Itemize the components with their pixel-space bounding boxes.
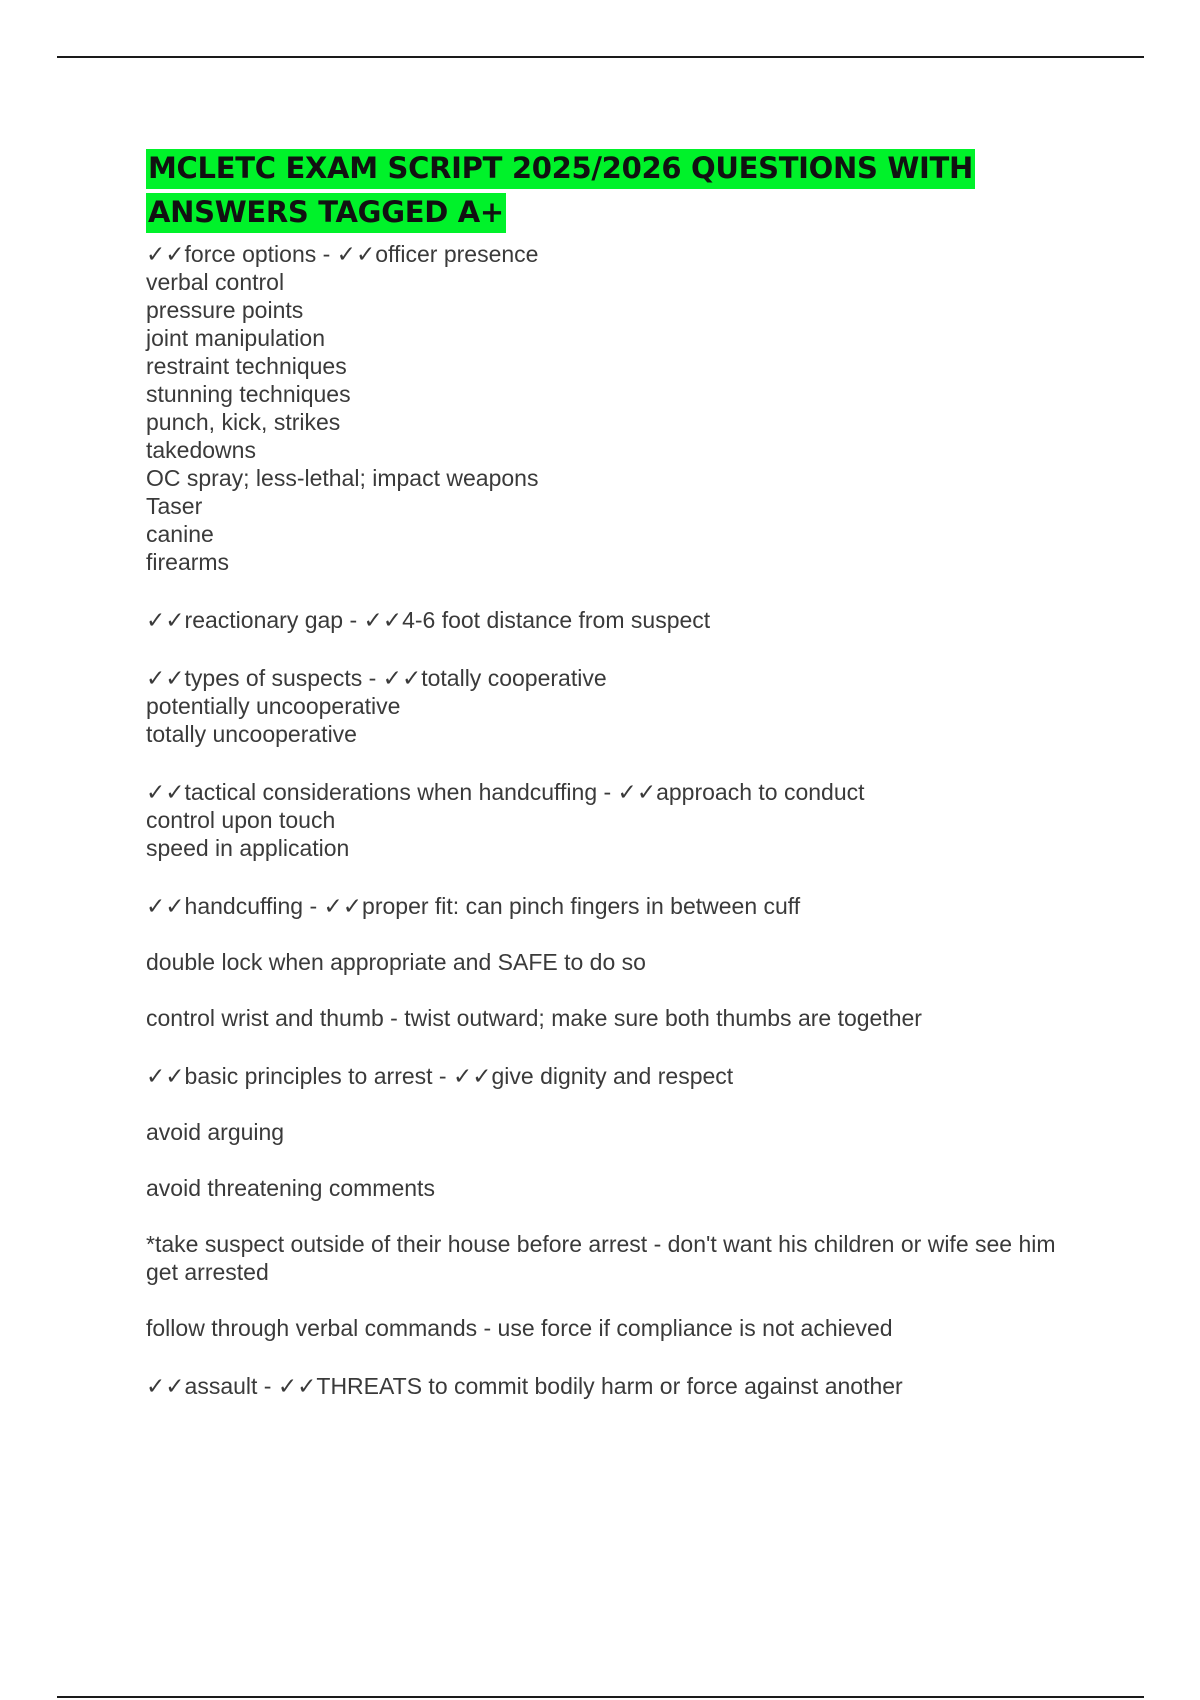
qa-item-basic-principles-to-arrest xyxy=(146,1062,1086,1342)
qa-line: stunning techniques xyxy=(146,381,351,407)
qa-paragraph: control wrist and thumb - twist outward; make sure both thumbs are together xyxy=(146,1005,922,1031)
qa-line: ✓✓tactical considerations when handcuffing - ✓✓approach to conduct xyxy=(146,779,865,805)
qa-item-types-of-suspects xyxy=(146,664,1086,748)
qa-line: ✓✓force options - ✓✓officer presence xyxy=(146,241,539,267)
qa-paragraph: follow through verbal commands - use force if compliance is not achieved xyxy=(146,1315,893,1341)
qa-line: ✓✓basic principles to arrest - ✓✓give dignity and respect xyxy=(146,1063,734,1089)
qa-paragraph: *take suspect outside of their house before arrest - don't want his children or wife see him get arrested xyxy=(146,1231,1056,1285)
qa-line: firearms xyxy=(146,549,230,575)
qa-line: potentially uncooperative xyxy=(146,693,401,719)
qa-line: control upon touch xyxy=(146,807,336,833)
bottom-rule xyxy=(57,1696,1144,1698)
qa-line: ✓✓types of suspects - ✓✓totally cooperative xyxy=(146,665,607,691)
qa-line: OC spray; less-lethal; impact weapons xyxy=(146,465,539,491)
qa-line: canine xyxy=(146,521,214,547)
qa-line: ✓✓handcuffing - ✓✓proper fit: can pinch fingers in between cuff xyxy=(146,893,801,919)
qa-line: verbal control xyxy=(146,269,285,295)
qa-line: punch, kick, strikes xyxy=(146,409,341,435)
qa-line: Taser xyxy=(146,493,203,519)
qa-item-tactical-considerations xyxy=(146,778,1086,862)
top-rule xyxy=(57,56,1144,58)
qa-line: restraint techniques xyxy=(146,353,347,379)
document-title xyxy=(146,146,1086,234)
qa-paragraph: double lock when appropriate and SAFE to do so xyxy=(146,949,646,975)
qa-line: ✓✓reactionary gap - ✓✓4-6 foot distance from suspect xyxy=(146,607,711,633)
qa-item-handcuffing xyxy=(146,892,1086,1032)
qa-line: takedowns xyxy=(146,437,256,463)
qa-line: ✓✓assault - ✓✓THREATS to commit bodily harm or force against another xyxy=(146,1373,903,1399)
qa-line: joint manipulation xyxy=(146,325,326,351)
qa-line: totally uncooperative xyxy=(146,721,357,747)
title-highlight: MCLETC EXAM SCRIPT 2025/2026 QUESTIONS WITH ANSWERS TAGGED A+ xyxy=(146,149,975,233)
qa-paragraph: avoid threatening comments xyxy=(146,1175,435,1201)
qa-line: pressure points xyxy=(146,297,304,323)
qa-item-assault xyxy=(146,1372,1086,1400)
qa-paragraph: avoid arguing xyxy=(146,1119,285,1145)
qa-item-reactionary-gap xyxy=(146,606,1086,634)
qa-line: speed in application xyxy=(146,835,350,861)
qa-item-force-options xyxy=(146,240,1086,576)
document-body xyxy=(146,146,1086,1400)
